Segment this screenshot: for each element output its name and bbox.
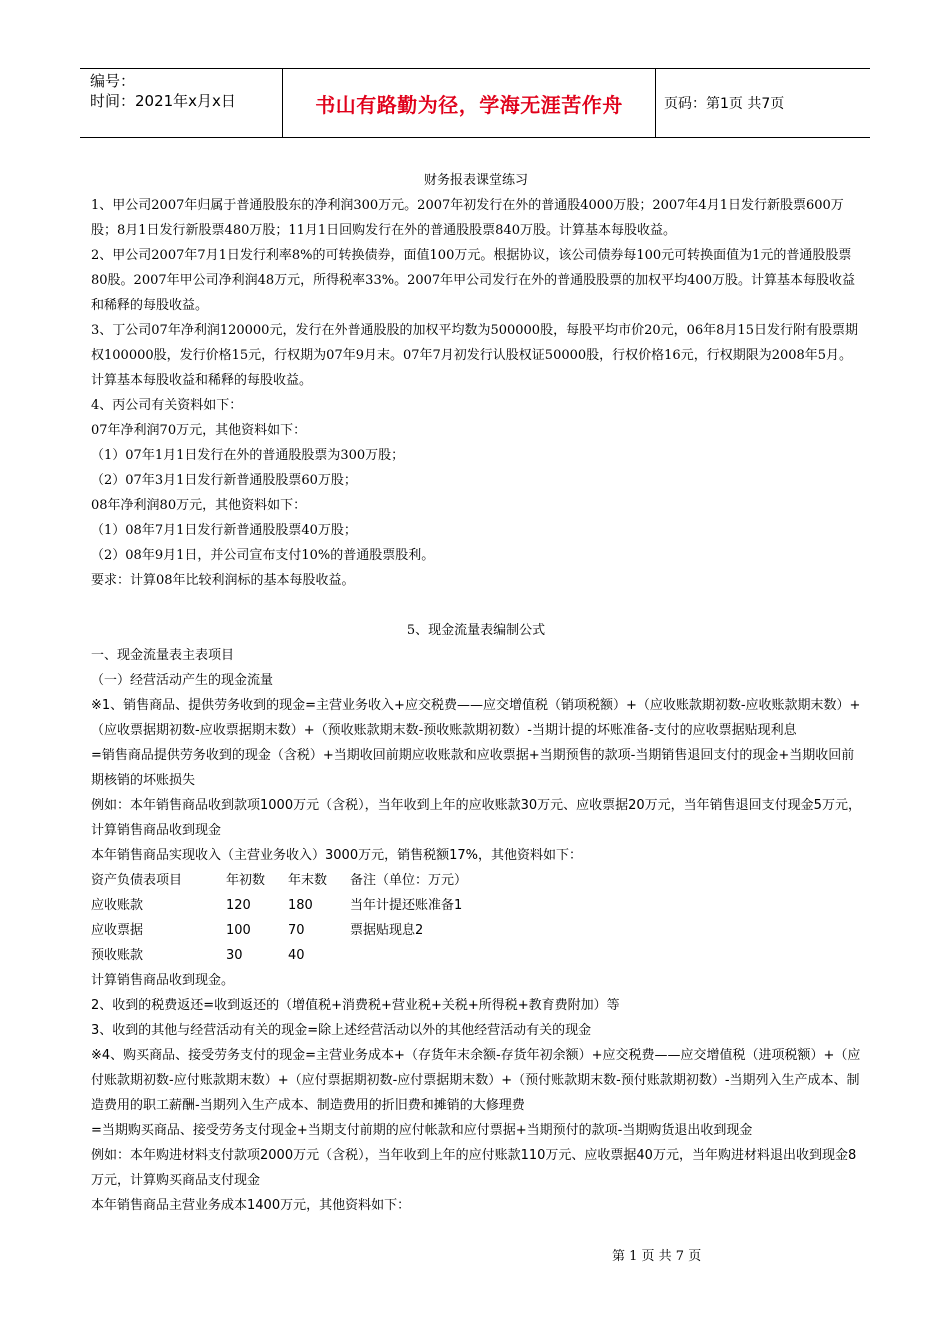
paragraph: 本年销售商品实现收入（主营业务收入）3000万元，销售税额17%，其他资料如下： xyxy=(91,848,582,863)
table-cell: 70 xyxy=(288,923,305,938)
paragraph: （2）07年3月1日发行新普通股股票60万股； xyxy=(91,473,357,488)
paragraph: 3、收到的其他与经营活动有关的现金=除上述经营活动以外的其他经营活动有关的现金 xyxy=(91,1023,592,1038)
paragraph: 08年净利润80万元，其他资料如下： xyxy=(91,498,307,513)
table-header-cell: 资产负债表项目 xyxy=(91,873,183,888)
paragraph: 4、丙公司有关资料如下： xyxy=(91,398,243,413)
paragraph: 例如：本年销售商品收到款项1000万元（含税），当年收到上年的应收账款30万元、应收票据20万元，当年销售退回支付现金5万元，计算销售商品收到现金 xyxy=(91,798,861,838)
paragraph: 例如：本年购进材料支付款项2000万元（含税），当年收到上年的应付账款110万元、应收票据40万元，当年购进材料退出收到现金8万元，计算购买商品支付现金 xyxy=(91,1148,857,1188)
spacer xyxy=(91,593,861,618)
paragraph: =当期购买商品、接受劳务支付现金+当期支付前期的应付帐款和应付票据+当期预付的款项-当期购货退出收到现金 xyxy=(91,1123,753,1138)
paragraph: ※4、购买商品、接受劳务支付的现金=主营业务成本+（存货年末余额-存货年初余额）+应交税费——应交增值税（进项税额）+（应付账款期初数-应付账款期末数）+（应付票据期初数-应付票据期末数）+（预付账款期末数-预付账款期初数）-当期列入生产成本、制造费用的职工薪酬-当期列入生产成本、制造费用的折旧费和摊销的大修理费 xyxy=(91,1048,861,1113)
table-row xyxy=(91,918,861,943)
number-label: 编号： xyxy=(90,72,136,90)
table-cell: 120 xyxy=(226,898,251,913)
table-cell: 票据贴现息2 xyxy=(350,923,424,938)
paragraph: （一）经营活动产生的现金流量 xyxy=(91,673,274,688)
data-table xyxy=(91,868,861,968)
table-header-cell: 年末数 xyxy=(288,873,328,888)
table-header-row xyxy=(91,868,861,893)
header-left xyxy=(80,69,282,137)
paragraph: 计算销售商品收到现金。 xyxy=(91,973,235,988)
paragraph: 2、收到的税费返还=收到返还的（增值税+消费税+营业税+关税+所得税+教育费附加）等 xyxy=(91,998,620,1013)
table-header-cell: 备注（单位：万元） xyxy=(350,873,468,888)
paragraph: （2）08年9月1日，并公司宣布支付10%的普通股票股利。 xyxy=(91,548,435,563)
table-cell: 40 xyxy=(288,948,305,963)
table-cell: 应收票据 xyxy=(91,923,144,938)
table-cell: 30 xyxy=(226,948,243,963)
paragraph: =销售商品提供劳务收到的现金（含税）+当期收回前期应收账款和应收票据+当期预售的款项-当期销售退回支付的现金+当期收回前期核销的坏账损失 xyxy=(91,748,855,788)
table-cell xyxy=(350,943,650,968)
paragraph: 本年销售商品主营业务成本1400万元，其他资料如下： xyxy=(91,1198,411,1213)
table-cell: 预收账款 xyxy=(91,948,144,963)
table-cell: 100 xyxy=(226,923,251,938)
section-title: 财务报表课堂练习 xyxy=(423,173,528,188)
section-title: 5、现金流量表编制公式 xyxy=(406,623,546,638)
table-cell: 应收账款 xyxy=(91,898,144,913)
table-cell: 当年计提还账准备1 xyxy=(350,898,463,913)
table-row xyxy=(91,893,861,918)
document-header xyxy=(80,68,870,138)
table-header-cell: 年初数 xyxy=(226,873,266,888)
paragraph: 1、甲公司2007年归属于普通股股东的净利润300万元。2007年初发行在外的普通股4000万股；2007年4月1日发行新股票600万股；8月1日发行新股票480万股；11月1日回购发行在外的普通股股票840万股。计算基本每股收益。 xyxy=(91,198,844,238)
motto: 书山有路勤为径，学海无涯苦作舟 xyxy=(282,69,656,137)
table-cell: 180 xyxy=(288,898,313,913)
page-footer: 第 1 页 共 7 页 xyxy=(612,1249,702,1264)
paragraph: 3、丁公司07年净利润120000元，发行在外普通股股的加权平均数为500000股，每股平均市价20元，06年8月15日发行附有股票期权100000股，发行价格15元，行权期为07年9月末。07年7月初发行认股权证50000股，行权价格16元，行权期限为2008年5月。计算基本每股收益和稀释的每股收益。 xyxy=(91,323,858,388)
paragraph: 07年净利润70万元，其他资料如下： xyxy=(91,423,307,438)
paragraph: （1）07年1月1日发行在外的普通股股票为300万股； xyxy=(91,448,405,463)
time-label: 时间：2021年x月x日 xyxy=(90,92,236,110)
paragraph: ※1、销售商品、提供劳务收到的现金=主营业务收入+应交税费——应交增值税（销项税额）+（应收账款期初数-应收账款期末数）+（应收票据期初数-应收票据期末数）+（预收账款期末数-预收账款期初数）-当期计提的坏账准备-支付的应收票据贴现利息 xyxy=(91,698,861,738)
paragraph: 2、甲公司2007年7月1日发行利率8%的可转换债券，面值100万元。根据协议，该公司债券每100元可转换面值为1元的普通股股票80股。2007年甲公司净利润48万元，所得税率33%。2007年甲公司发行在外的普通股股票的加权平均400万股。计算基本每股收益和稀释的每股收益。 xyxy=(91,248,855,313)
document-body xyxy=(91,168,861,1218)
table-row xyxy=(91,943,861,968)
paragraph: （1）08年7月1日发行新普通股股票40万股； xyxy=(91,523,357,538)
paragraph: 要求：计算08年比较利润标的基本每股收益。 xyxy=(91,573,355,588)
page-label: 页码：第1页 共7页 xyxy=(664,96,785,112)
paragraph: 一、现金流量表主表项目 xyxy=(91,648,235,663)
